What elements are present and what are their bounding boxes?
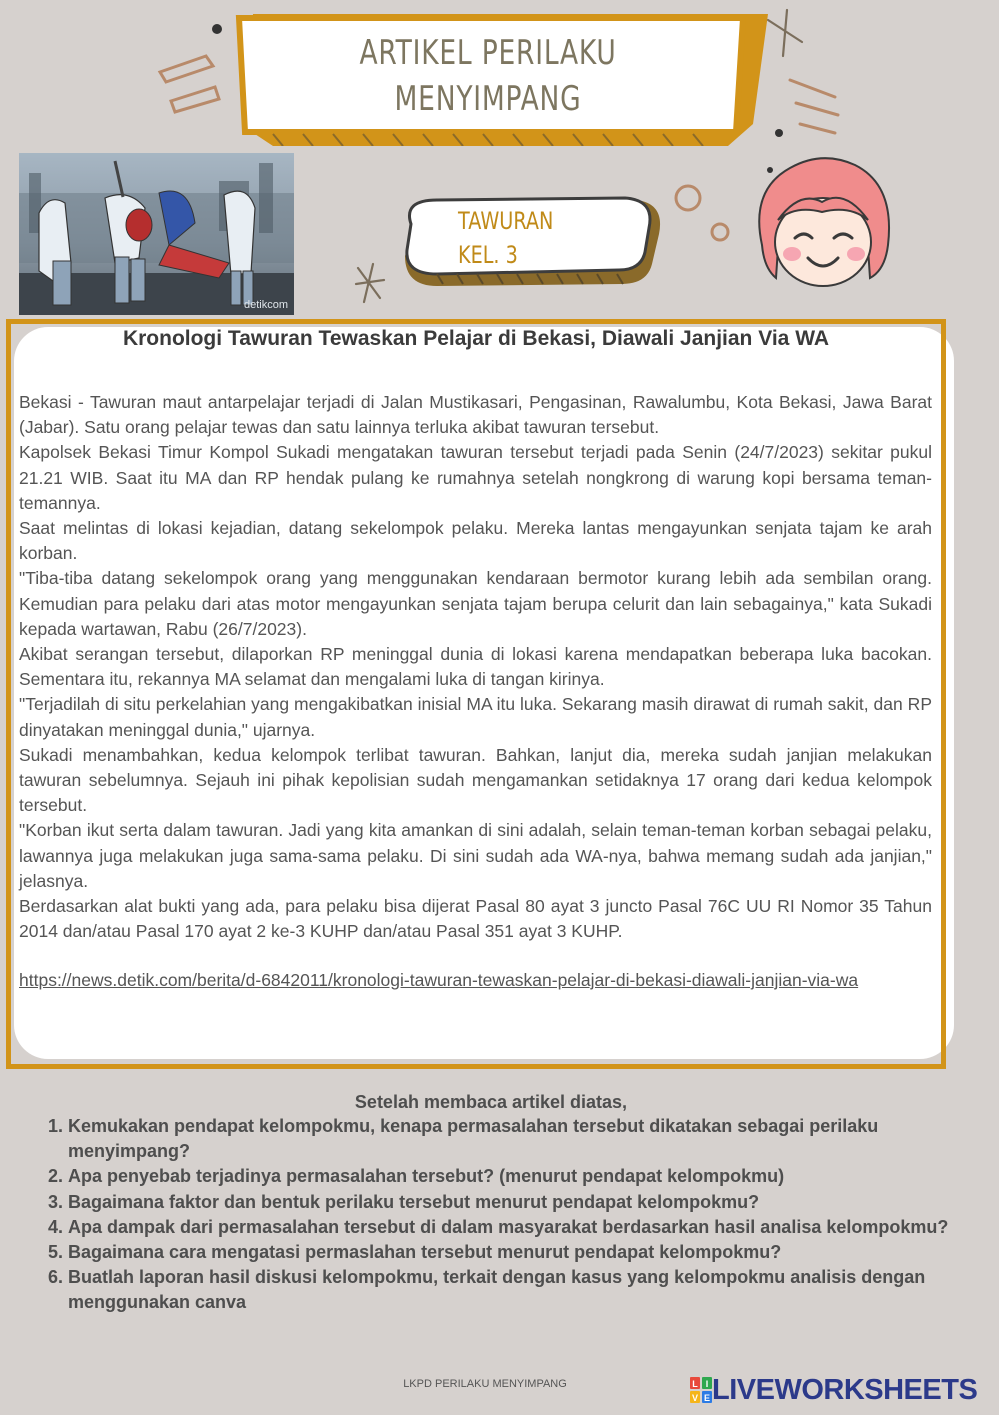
liveworksheets-logo[interactable] (690, 1374, 977, 1406)
footer-caption: LKPD PERILAKU MENYIMPANG (403, 1378, 567, 1390)
logo-letter: L (692, 1379, 698, 1389)
logo-letter: E (703, 1393, 711, 1403)
question-item: 3. Bagaimana faktor dan bentuk perilaku tersebut menurut pendapat kelompokmu? (68, 1190, 968, 1215)
illustration-watermark: detikcom (243, 299, 288, 311)
brawl-illustration (19, 153, 294, 315)
brawl-scene (19, 153, 294, 315)
article-paragraph: "Tiba-tiba datang sekelompok orang yang menggunakan kendaraan bermotor kurang lebih ada sembilan orang. Kemudian para pelaku dari atas motor mengayunkan senjata tajam berupa celurit dan lain sebagainya," kata Sukadi kepada wartawan, Rabu (26/7/2023). (19, 568, 932, 639)
questions-list (44, 1114, 968, 1316)
article-paragraph: Berdasarkan alat bukti yang ada, para pelaku bisa dijerat Pasal 80 ayat 3 juncto Pasal 76C UU RI Nomor 35 Tahun 2014 dan/atau Pasal 170 ayat 2 ke-3 KUHP dan/atau Pasal 351 ayat 3 KUHP. (19, 896, 932, 942)
question-item: 2. Apa penyebab terjadinya permasalahan tersebut? (menurut pendapat kelompokmu) (68, 1164, 968, 1189)
article-title: Kronologi Tawuran Tewaskan Pelajar di Bekasi, Diawali Janjian Via WA (122, 327, 830, 350)
liveworksheets-wordmark: LIVEWORKSHEETS (712, 1373, 978, 1406)
article-paragraph: Sukadi menambahkan, kedua kelompok terlibat tawuran. Bahkan, lanjut dia, mereka sudah janjian melakukan tawuran sebelumnya. Sejauh ini pihak kepolisian sudah mengamankan setidaknya 17 orang dari kedua kelompok tersebut. (19, 744, 932, 816)
question-item: 5. Bagaimana cara mengatasi permaslahan tersebut menurut pendapat kelompokmu? (68, 1240, 968, 1265)
subtitle-group: KEL. 3 (458, 241, 518, 269)
article-paragraph: "Korban ikut serta dalam tawuran. Jadi yang kita amankan di sini adalah, selain teman-teman korban sebagai pelaku, lawannya juga melakukan juga sama-sama pelaku. Di sini sudah ada WA-nya, bahwa memang sudah ada janjian," jelasnya. (19, 820, 932, 891)
liveworksheets-logo-icon (690, 1377, 712, 1403)
page-title-line1: ARTIKEL PERILAKU (359, 33, 617, 73)
question-item: 6. Buatlah laporan hasil diskusi kelompokmu, terkait dengan kasus yang kelompokmu analisis dengan menggunakan canva (68, 1265, 968, 1315)
article-paragraph: "Terjadilah di situ perkelahian yang mengakibatkan inisial MA itu luka. Sekarang masih dirawat di rumah sakit, dan RP dinyatakan meninggal dunia," ujarnya. (19, 694, 932, 740)
source-link[interactable]: https://news.detik.com/berita/d-6842011/kronologi-tawuran-tewaskan-pelajar-di-bekasi-diawali-janjian-via-wa (19, 970, 859, 990)
page-title (289, 30, 687, 122)
question-item: 4. Apa dampak dari permasalahan tersebut di dalam masyarakat berdasarkan hasil analisa kelompokmu? (68, 1215, 968, 1240)
logo-letter: I (705, 1379, 709, 1389)
article-paragraph: Akibat serangan tersebut, dilaporkan RP meninggal dunia di lokasi karena mendapatkan beberapa luka bacokan. Sementara itu, rekannya MA selamat dan mengalami luka di tangan kirinya. (19, 644, 932, 690)
article-body (19, 390, 932, 944)
smiling-face-illustration (750, 150, 895, 290)
question-item: 1. Kemukakan pendapat kelompokmu, kenapa permasalahan tersebut dikatakan sebagai perilaku menyimpang? (68, 1114, 968, 1164)
logo-letter: V (691, 1393, 699, 1403)
subtitle-topic: TAWURAN (458, 207, 554, 235)
article-paragraph: Bekasi - Tawuran maut antarpelajar terjadi di Jalan Mustikasari, Pengasinan, Rawalumbu, Kota Bekasi, Jawa Barat (Jabar). Satu orang pelajar tewas dan satu lainnya terluka akibat tawuran tersebut. (19, 392, 932, 438)
article-paragraph: Kapolsek Bekasi Timur Kompol Sukadi mengatakan tawuran tersebut terjadi pada Senin (24/7/2023) sekitar pukul 21.21 WIB. Saat itu MA dan RP hendak pulang ke rumahnya setelah nongkrong di warung kopi bersama teman-temannya. (19, 442, 932, 513)
questions-heading: Setelah membaca artikel diatas, (354, 1092, 628, 1112)
article-paragraph: Saat melintas di lokasi kejadian, datang sekelompok pelaku. Mereka lantas mengayunkan senjata tajam ke arah korban. (19, 518, 932, 564)
subtitle (458, 204, 553, 272)
page-title-line2: MENYIMPANG (394, 79, 582, 119)
